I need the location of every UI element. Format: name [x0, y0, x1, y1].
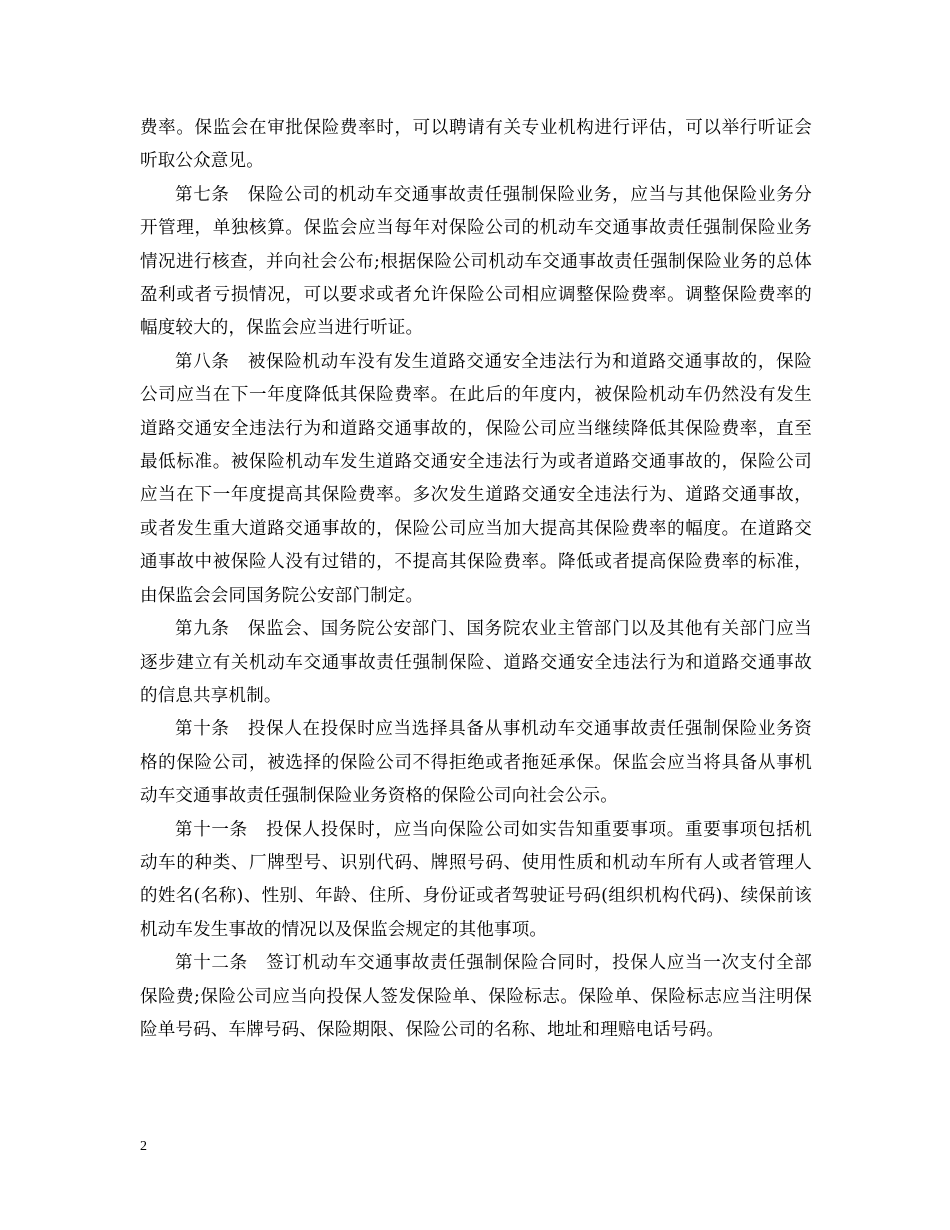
page-number: 2 — [140, 1139, 147, 1154]
paragraph-article-8: 第八条 被保险机动车没有发生道路交通安全违法行为和道路交通事故的，保险公司应当在下一年度降低其保险费率。在此后的年度内，被保险机动车仍然没有发生道路交通安全违法行为和道路交通事故的，保险公司应当继续降低其保险费率，直至最低标准。被保险机动车发生道路交通安全违法行为或者道路交通事故的，保险公司应当在下一年度提高其保险费率。多次发生道路交通安全违法行为、道路交通事故，或者发生重大道路交通事故的，保险公司应当加大提高其保险费率的幅度。在道路交通事故中被保险人没有过错的，不提高其保险费率。降低或者提高保险费率的标准，由保监会会同国务院公安部门制定。 — [140, 351, 812, 606]
paragraph-article-11: 第十一条 投保人投保时，应当向保险公司如实告知重要事项。重要事项包括机动车的种类、厂牌型号、识别代码、牌照号码、使用性质和机动车所有人或者管理人的姓名(名称)、性别、年龄、住所、身份证或者驾驶证号码(组织机构代码)、续保前该机动车发生事故的情况以及保监会规定的其他事项。 — [140, 819, 812, 940]
paragraph-continuation: 费率。保监会在审批保险费率时，可以聘请有关专业机构进行评估，可以举行听证会听取公众意见。 — [140, 118, 812, 172]
body-text — [140, 112, 812, 1047]
paragraph-article-7: 第七条 保险公司的机动车交通事故责任强制保险业务，应当与其他保险业务分开管理，单独核算。保监会应当每年对保险公司的机动车交通事故责任强制保险业务情况进行核查，并向社会公布;根据保险公司机动车交通事故责任强制保险业务的总体盈利或者亏损情况，可以要求或者允许保险公司相应调整保险费率。调整保险费率的幅度较大的，保监会应当进行听证。 — [140, 184, 812, 339]
paragraph-article-10: 第十条 投保人在投保时应当选择具备从事机动车交通事故责任强制保险业务资格的保险公司，被选择的保险公司不得拒绝或者拖延承保。保监会应当将具备从事机动车交通事故责任强制保险业务资格的保险公司向社会公示。 — [140, 719, 812, 807]
paragraph-article-12: 第十二条 签订机动车交通事故责任强制保险合同时，投保人应当一次支付全部保险费;保险公司应当向投保人签发保险单、保险标志。保险单、保险标志应当注明保险单号码、车牌号码、保险期限、保险公司的名称、地址和理赔电话号码。 — [140, 953, 812, 1040]
paragraph-article-9: 第九条 保监会、国务院公安部门、国务院农业主管部门以及其他有关部门应当逐步建立有关机动车交通事故责任强制保险、道路交通安全违法行为和道路交通事故的信息共享机制。 — [140, 619, 812, 706]
